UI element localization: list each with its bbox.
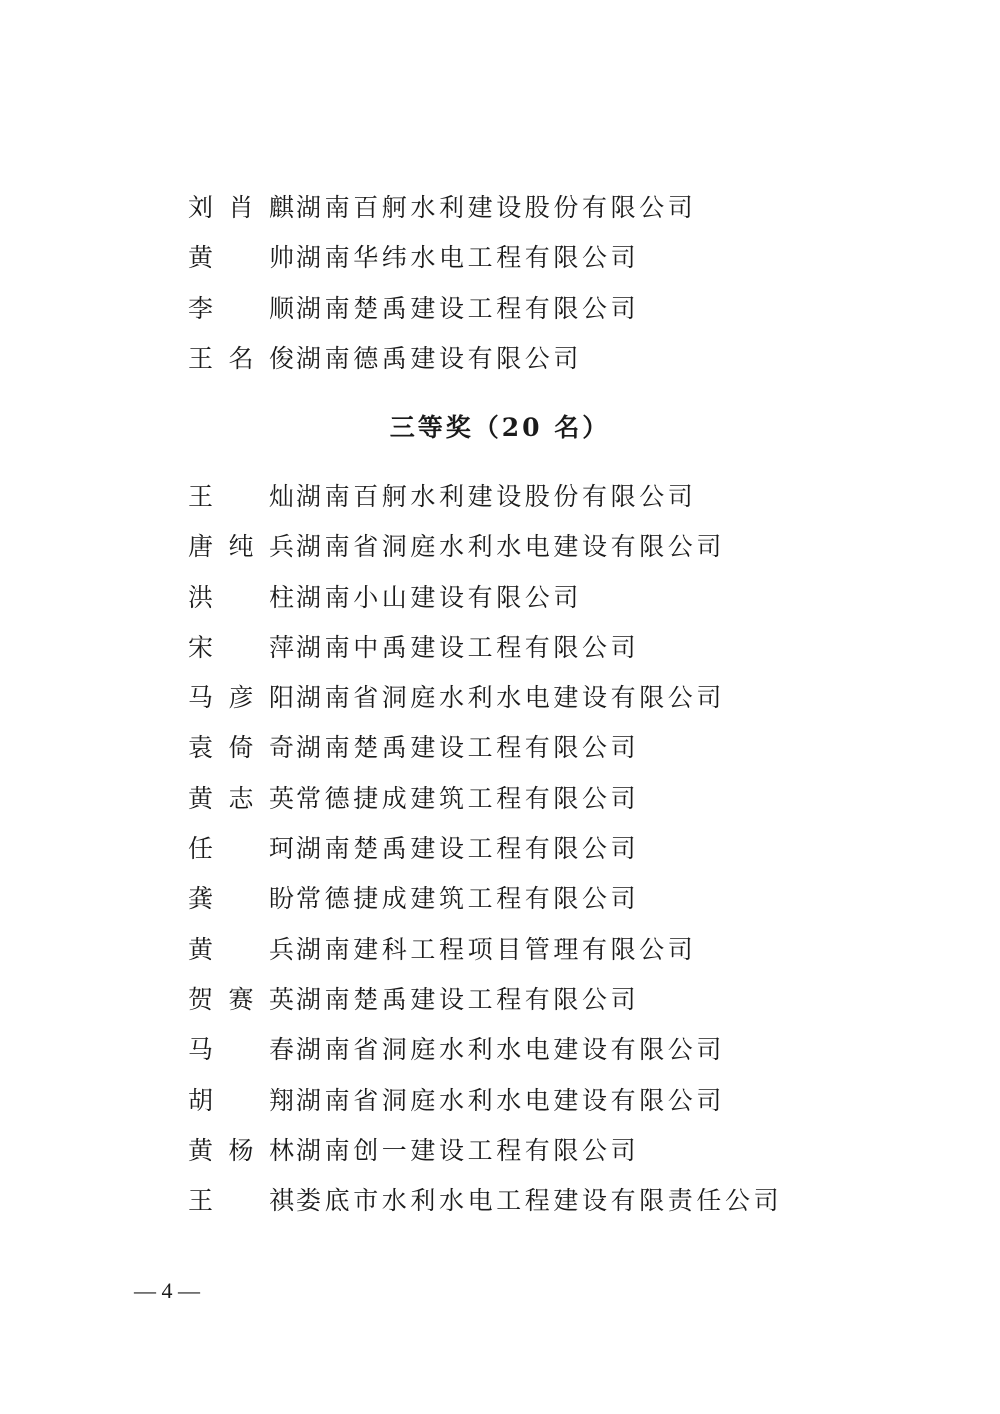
winner-company: 湖南创一建设工程有限公司	[296, 1135, 640, 1165]
winner-name: 宋 萍	[188, 632, 296, 662]
winner-name: 胡 翔	[188, 1085, 296, 1115]
winner-name: 袁倚奇	[188, 733, 296, 763]
list-item	[188, 1126, 828, 1176]
page-number: — 4 —	[134, 1278, 200, 1303]
winner-name: 马 春	[188, 1035, 296, 1065]
list-item	[188, 623, 828, 673]
third-prize-heading: 三等奖（20 名）	[389, 413, 611, 442]
winner-name: 王 祺	[188, 1186, 296, 1216]
third-prize-list	[188, 472, 828, 1226]
winner-company: 常德捷成建筑工程有限公司	[296, 783, 640, 813]
list-item	[188, 233, 828, 283]
winner-company: 湖南建科工程项目管理有限公司	[296, 934, 697, 964]
winner-name: 黄 兵	[188, 934, 296, 964]
list-item	[188, 472, 828, 522]
list-item	[188, 673, 828, 723]
list-item	[188, 183, 828, 233]
winner-name: 黄志英	[188, 783, 296, 813]
winner-company: 湖南楚禹建设工程有限公司	[296, 733, 640, 763]
list-item	[188, 1025, 828, 1075]
winner-name: 龚 盼	[188, 884, 296, 914]
winner-company: 湖南省洞庭水利水电建设有限公司	[296, 683, 726, 713]
list-item	[188, 1176, 828, 1226]
list-item	[188, 723, 828, 773]
winner-name: 任 珂	[188, 834, 296, 864]
list-item	[188, 334, 828, 384]
winner-name: 李 顺	[188, 293, 296, 323]
list-item	[188, 573, 828, 623]
winner-company: 湖南楚禹建设工程有限公司	[296, 984, 640, 1014]
winner-company: 湖南小山建设有限公司	[296, 582, 583, 612]
winner-name: 王名俊	[188, 343, 296, 373]
winner-name: 黄 帅	[188, 243, 296, 273]
upper-award-list	[188, 183, 828, 384]
winner-name: 贺赛英	[188, 984, 296, 1014]
winner-company: 湖南楚禹建设工程有限公司	[296, 293, 640, 323]
winner-company: 常德捷成建筑工程有限公司	[296, 884, 640, 914]
list-item	[188, 824, 828, 874]
winner-company: 湖南中禹建设工程有限公司	[296, 632, 640, 662]
list-item	[188, 1076, 828, 1126]
winner-company: 湖南德禹建设有限公司	[296, 343, 583, 373]
list-item	[188, 284, 828, 334]
list-item	[188, 522, 828, 572]
winner-company: 湖南百舸水利建设股份有限公司	[296, 193, 697, 222]
winner-name: 马彦阳	[188, 683, 296, 713]
winner-name: 刘肖麒	[188, 193, 296, 222]
list-item	[188, 874, 828, 924]
list-item	[188, 975, 828, 1025]
winner-company: 湖南楚禹建设工程有限公司	[296, 834, 640, 864]
winner-company: 湖南华纬水电工程有限公司	[296, 243, 640, 273]
winner-name: 唐纯兵	[188, 532, 296, 562]
list-item	[188, 774, 828, 824]
list-item	[188, 925, 828, 975]
winner-name: 洪 柱	[188, 582, 296, 612]
winner-company: 湖南省洞庭水利水电建设有限公司	[296, 532, 726, 562]
winner-company: 湖南省洞庭水利水电建设有限公司	[296, 1085, 726, 1115]
winner-company: 娄底市水利水电工程建设有限责任公司	[296, 1186, 783, 1216]
winner-name: 王 灿	[188, 482, 296, 511]
winner-name: 黄杨林	[188, 1135, 296, 1165]
winner-company: 湖南省洞庭水利水电建设有限公司	[296, 1035, 726, 1065]
winner-company: 湖南百舸水利建设股份有限公司	[296, 482, 697, 511]
